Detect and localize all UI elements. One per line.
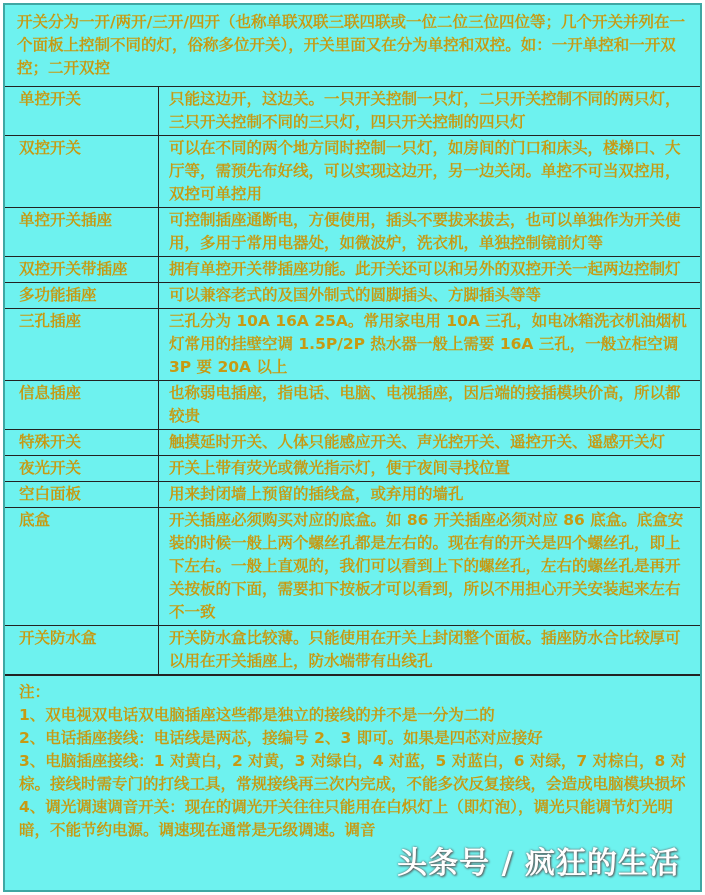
table-row (5, 626, 700, 675)
table-row (5, 257, 700, 283)
row-description: 也称弱电插座，指电话、电脑、电视插座，因后端的接插模块价高，所以都较贵 (159, 381, 701, 430)
table-row (5, 309, 700, 381)
table-row (5, 136, 700, 208)
note-item-4: 4、调光调速调音开关：现在的调光开关往往只能用在白炽灯上（即灯泡），调光只能调节灯光明暗，不能节约电源。调速现在通常是无级调速。调音 (19, 798, 674, 839)
row-description: 开关插座必须购买对应的底盒。如 86 开关插座必须对应 86 底盒。底盒安装的时候一般上两个螺丝孔都是左右的。现在有的开关是四个螺丝孔，即上下左右。一般上直观的，我们可以看到上下的螺丝孔，左右的螺丝孔是再开关按板的下面，需要扣下按板才可以看到，所以不用担心开关安装起来左右不一致 (159, 508, 701, 626)
document-frame (3, 3, 702, 892)
table-row (5, 208, 700, 257)
row-term: 多功能插座 (5, 283, 159, 309)
row-term: 特殊开关 (5, 430, 159, 456)
note-item-2: 2、电话插座接线：电话线是两芯，接编号 2、3 即可。如果是四芯对应接好 (19, 729, 543, 747)
notes-section (5, 675, 700, 842)
row-term: 夜光开关 (5, 456, 159, 482)
row-term: 底盒 (5, 508, 159, 626)
switch-types-table (5, 87, 700, 675)
table-row (5, 381, 700, 430)
row-description: 拥有单控开关带插座功能。此开关还可以和另外的双控开关一起两边控制灯 (159, 257, 701, 283)
row-term: 双控开关 (5, 136, 159, 208)
row-term: 三孔插座 (5, 309, 159, 381)
table-row (5, 87, 700, 136)
row-description: 开关上带有荧光或微光指示灯，便于夜间寻找位置 (159, 456, 701, 482)
row-term: 开关防水盒 (5, 626, 159, 675)
table-row (5, 430, 700, 456)
row-term: 单控开关 (5, 87, 159, 136)
row-description: 触摸延时开关、人体只能感应开关、声光控开关、遥控开关、遥感开关灯 (159, 430, 701, 456)
intro-paragraph: 开关分为一开/两开/三开/四开（也称单联双联三联四联或一位二位三位四位等；几个开关并列在一个面板上控制不同的灯，俗称多位开关），开关里面又在分为单控和双控。如：一开单控和一开双控；二开双控 (5, 5, 700, 87)
note-item-1: 1、双电视双电话双电脑插座这些都是独立的接线的并不是一分为二的 (19, 706, 495, 724)
note-item-3: 3、电脑插座接线：1 对黄白，2 对黄，3 对绿白，4 对蓝，5 对蓝白，6 对绿，7 对棕白，8 对棕。接线时需专门的打线工具，常规接线再三次内完成，不能多次反复接线，会造成电脑模块损坏 (19, 752, 687, 793)
row-term: 单控开关插座 (5, 208, 159, 257)
notes-heading: 注： (19, 683, 51, 701)
row-description: 只能这边开，这边关。一只开关控制一只灯，二只开关控制不同的两只灯，三只开关控制不同的三只灯，四只开关控制的四只灯 (159, 87, 701, 136)
row-description: 用来封闭墙上预留的插线盒，或弃用的墙孔 (159, 482, 701, 508)
row-term: 双控开关带插座 (5, 257, 159, 283)
row-description: 三孔分为 10A 16A 25A。常用家电用 10A 三孔，如电冰箱洗衣机油烟机灯常用的挂壁空调 1.5P/2P 热水器一般上需要 16A 三孔，一般立柜空调 3P 要 20A 以上 (159, 309, 701, 381)
row-description: 可控制插座通断电，方便使用，插头不要拔来拔去，也可以单独作为开关使用，多用于常用电器处，如微波炉，洗衣机，单独控制镜前灯等 (159, 208, 701, 257)
table-row (5, 508, 700, 626)
table-row (5, 283, 700, 309)
table-row (5, 482, 700, 508)
watermark: 头条号 / 疯狂的生活 (397, 846, 680, 881)
row-description: 开关防水盒比较薄。只能使用在开关上封闭整个面板。插座防水合比较厚可以用在开关插座上，防水端带有出线孔 (159, 626, 701, 675)
row-description: 可以在不同的两个地方同时控制一只灯，如房间的门口和床头，楼梯口、大厅等，需预先布好线，可以实现这边开，另一边关闭。单控不可当双控用，双控可单控用 (159, 136, 701, 208)
table-row (5, 456, 700, 482)
row-description: 可以兼容老式的及国外制式的圆脚插头、方脚插头等等 (159, 283, 701, 309)
row-term: 信息插座 (5, 381, 159, 430)
row-term: 空白面板 (5, 482, 159, 508)
